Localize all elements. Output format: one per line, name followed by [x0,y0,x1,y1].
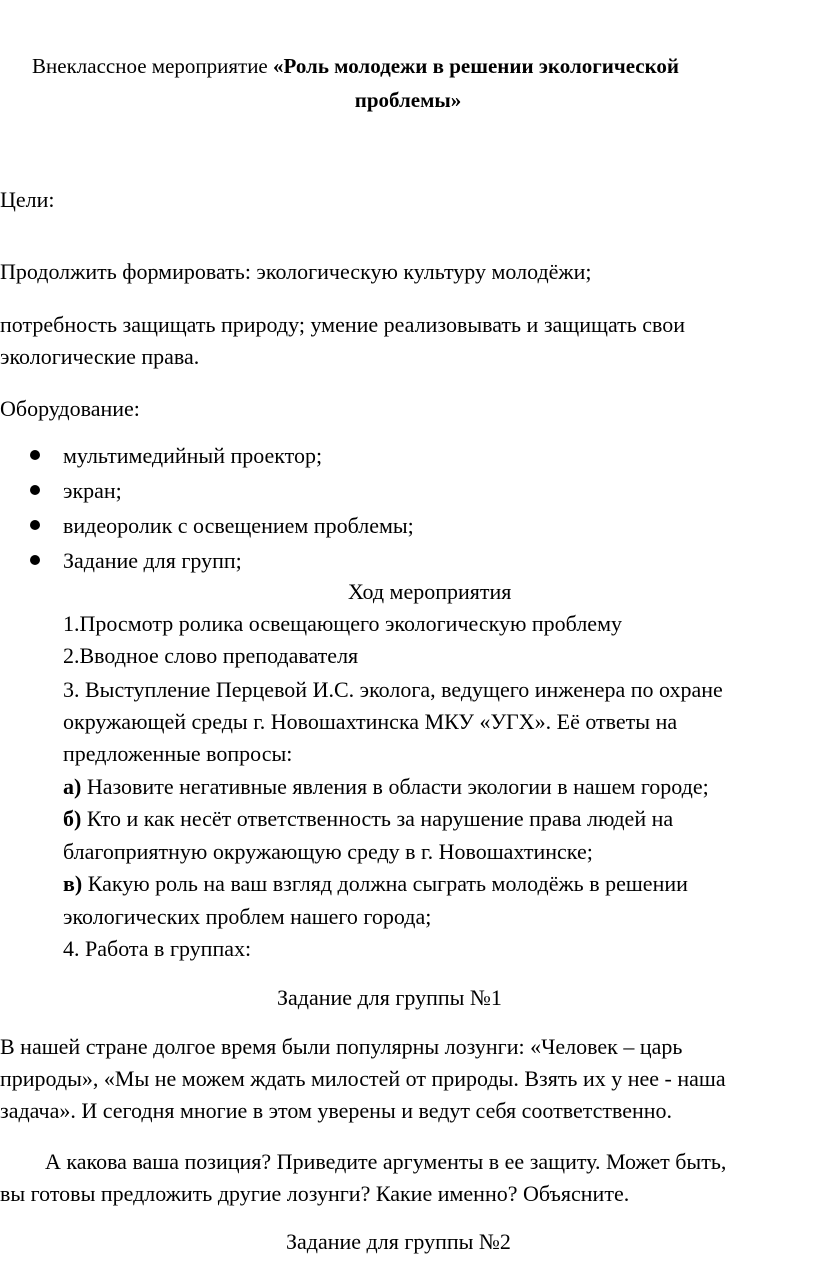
title-bold-2: проблемы» [354,88,462,112]
course-step-4: 4. Работа в группах: [63,936,252,961]
question-c [63,868,688,900]
goals-line-1: Продолжить формировать: экологическую культуру молодёжи; [0,259,592,284]
title-bold-1: «Роль молодежи в решении экологической [273,54,680,78]
bullet-icon [30,520,40,530]
question-b-label: б) [63,806,82,831]
task-1-para-2-line-1: А какова ваша позиция? Приведите аргументы в ее защиту. Может быть, [45,1149,727,1174]
question-a-text: Назовите негативные явления в области экологии в нашем городе; [81,774,709,799]
course-step-3-line-1: 3. Выступление Перцевой И.С. эколога, ведущего инженера по охране [63,677,723,702]
course-step-2: 2.Вводное слово преподавателя [63,643,359,668]
question-c-line-2: экологических проблем нашего города; [63,904,432,929]
title-line-1 [32,50,679,82]
question-b-line-2: благоприятную окружающую среду в г. Новошахтинске; [63,839,593,864]
bullet-icon [30,485,40,495]
course-heading: Ход мероприятия [348,579,512,604]
task-1-para-1-line-1: В нашей стране долгое время были популярны лозунги: «Человек – царь [0,1034,683,1059]
task-1-para-1-line-2: природы», «Мы не можем ждать милостей от природы. Взять их у нее - наша [0,1066,726,1091]
question-c-text: Какую роль на ваш взгляд должна сыграть молодёжь в решении [82,871,688,896]
title-prefix: Внеклассное мероприятие [32,54,274,78]
equipment-item-2: экран; [63,478,122,503]
equipment-item-1: мультимедийный проектор; [63,443,323,468]
title-line-2 [0,84,816,116]
bullet-icon [30,555,40,565]
goals-line-2a: потребность защищать природу; умение реализовывать и защищать свои [0,312,686,337]
goals-heading: Цели: [0,187,55,212]
course-step-1: 1.Просмотр ролика освещающего экологическую проблему [63,611,622,636]
question-b-text: Кто и как несёт ответственность за нарушение права людей на [81,806,674,831]
question-c-label: в) [63,871,83,896]
question-a [63,771,709,803]
question-b [63,803,673,835]
question-a-label: а) [63,774,82,799]
equipment-heading: Оборудование: [0,396,140,421]
task-1-para-1-line-3: задача». И сегодня многие в этом уверены и ведут себя соответственно. [0,1098,673,1123]
course-step-3-line-2: окружающей среды г. Новошахтинска МКУ «УГХ». Её ответы на [63,709,678,734]
equipment-item-3: видеоролик с освещением проблемы; [63,513,414,538]
bullet-icon [30,450,40,460]
course-step-3-line-3: предложенные вопросы: [63,741,293,766]
goals-line-2b: экологические права. [0,344,200,369]
equipment-item-4: Задание для групп; [63,548,242,573]
task-2-heading: Задание для группы №2 [286,1229,511,1254]
task-1-para-2-line-2: вы готовы предложить другие лозунги? Какие именно? Объясните. [0,1181,630,1206]
task-1-heading: Задание для группы №1 [277,985,502,1010]
